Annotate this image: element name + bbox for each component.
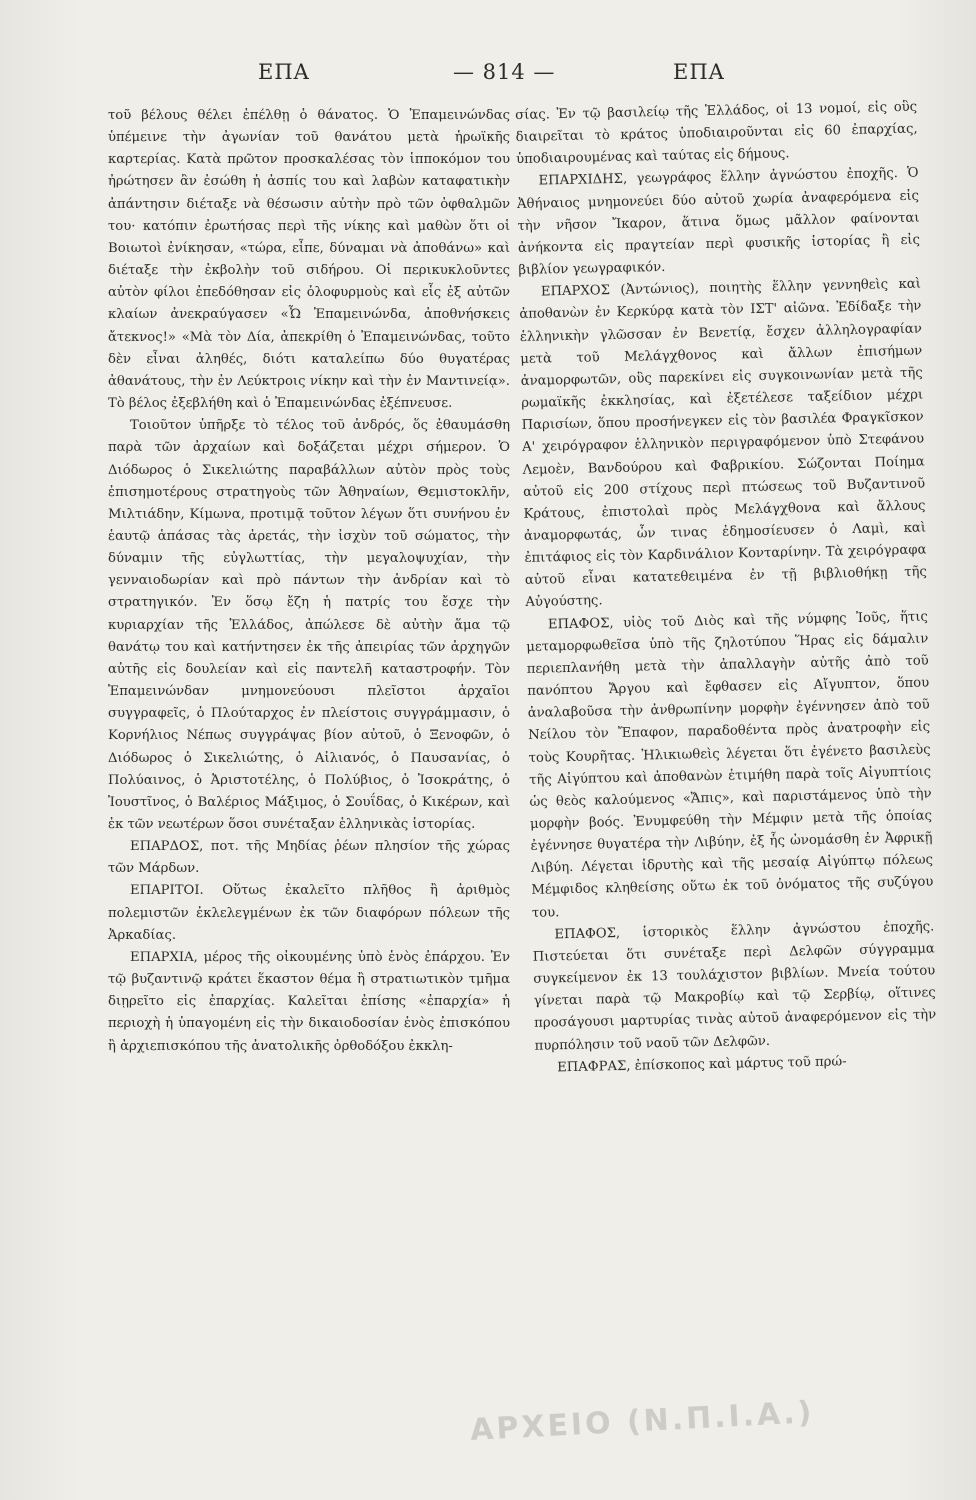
entry-eparchos: ΕΠΑΡΧΟΣ (Ἀντώνιος), ποιητὴς ἕλλην γεννηθεὶς καὶ ἀποθανὼν ἐν Κερκύρᾳ κατὰ τὸν ΙΣΤ' αἰῶνα. Ἐδίδαξε τὴν ἑλληνικὴν γλῶσσαν ἐν Βενετίᾳ, ἔσχεν ἀλληλογραφίαν μετὰ τοῦ Μελάγχθονος καὶ ἄλλων ἐπισήμων ἀναμορφωτῶν, οὓς παρεκίνει εἰς συγκοινωνίαν μετὰ τῆς ρωμαϊκῆς ἐκκλησίας, καὶ ἐξετέλεσε ταξείδιον μέχρι Παρισίων, ὅπου προσήνεγκεν εἰς τὸν βασιλέα Φραγκῖσκον Α' χειρόγραφον ἑλληνικὸν περιγραφόμενον ὑπὸ Στεφάνου Λεμοὲν, Βανδούρου καὶ Φαβρικίου. Σώζονται Ποίημα αὐτοῦ εἰς 200 στίχους περὶ πτώσεως τοῦ Βυζαντινοῦ Κράτους, ἐπιστολαὶ πρὸς Μελάγχθονα καὶ ἄλλους ἀναμορφωτάς, ὧν τινας ἐδημοσίευσεν ὁ Λαμὶ, καὶ ἐπιτάφιος εἰς τὸν Καρδινάλιον Κονταρίνην. Τὰ χειρόγραφα αὐτοῦ εἶναι κατατεθειμένα ἐν τῇ βιβλιοθήκῃ τῆς Αὐγούστης. — [519, 276, 928, 611]
entry-eparchia: ΕΠΑΡΧΙΑ, μέρος τῆς οἰκουμένης ὑπὸ ἑνὸς ἐπάρχου. Ἐν τῷ βυζαντινῷ κράτει ἕκαστον θέμα ἢ στρατιωτικὸν τμῆμα διῃρεῖτο εἰς ἐπαρχίας. Καλεῖται ἐπίσης «ἐπαρχία» ἡ περιοχὴ ἡ ὑπαγομένη εἰς τὴν δικαιοδοσίαν ἑνὸς ἐπισκόπου ἢ ἀρχιεπισκόπου τῆς ἀνατολικῆς ὀρθοδόξου ἐκκλη- — [108, 949, 510, 1054]
running-header — [108, 60, 868, 100]
archive-watermark: ΑΡΧΕΙΟ (Ν.Π.Ι.Α.) — [469, 1395, 816, 1448]
right-column — [515, 97, 937, 1080]
entry-eparitoi: ΕΠΑΡΙΤΟΙ. Οὕτως ἐκαλεῖτο πλῆθος ἢ ἀριθμὸς πολεμιστῶν ἐκλελεγμένων ἐκ τῶν διαφόρων πόλεων τῆς Ἀρκαδίας. — [108, 883, 510, 943]
paragraph-epaminondas-legacy: Τοιοῦτον ὑπῆρξε τὸ τέλος τοῦ ἀνδρός, ὅς ἐθαυμάσθη παρὰ τῶν ἀρχαίων καὶ δοξάζεται μέχρι σήμερον. Ὁ Διόδωρος ὁ Σικελιώτης παραβάλλων αὐτὸν πρὸς τοὺς ἐπισημοτέρους στρατηγοὺς τῶν Ἀθηναίων, Θεμιστοκλῆν, Μιλτιάδην, Κίμωνα, προτιμᾷ τοῦτον λέγων ὅτι συνήνου ἐν ἑαυτῷ ἁπάσας τὰς ἀρετάς, τὴν ἰσχὺν τοῦ σώματος, τὴν δύναμιν τῆς εὐγλωττίας, τὴν μεγαλοψυχίαν, τὴν γενναιοδωρίαν καὶ πρὸ πάντων τὴν ἀνδρίαν καὶ τὸ στρατηγικόν. Ἐν ὅσῳ ἔζη ἡ πατρίς του ἔσχε τὴν κυριαρχίαν τῆς Ἑλλάδος, ἀπώλεσε δὲ αὐτὴν ἅμα τῷ θανάτῳ του καὶ κατήντησεν ἐκ τῆς ἀπειρίας τῶν ἀρχηγῶν αὐτῆς εἰς δουλείαν καὶ εἰς παντελῆ καταστροφήν. Τὸν Ἐπαμεινώνδαν μνημονεύουσι πλεῖστοι ἀρχαῖοι συγγραφεῖς, ὁ Πλούταρχος ἐν πλείστοις συγγράμμασιν, ὁ Κορνήλιος Νέπως συγγράψας βίον αὐτοῦ, ὁ Ξενοφῶν, ὁ Διόδωρος ὁ Σικελιώτης, ὁ Αἰλιανός, ὁ Παυσανίας, ὁ Πολύαινος, ὁ Ἀριστοτέλης, ὁ Πολύβιος, ὁ Ἰσοκράτης, ὁ Ἰουστῖνος, ὁ Βαλέριος Μάξιμος, ὁ Σουΐδας, ὁ Κικέρων, καὶ ἐκ τῶν νεωτέρων ὅσοι συνέταξαν ἑλληνικὰς ἱστορίας. — [108, 418, 510, 832]
entry-epardos: ΕΠΑΡΔΟΣ, ποτ. τῆς Μηδίας ῥέων πλησίον τῆς χώρας τῶν Μάρδων. — [108, 839, 510, 877]
left-column — [108, 105, 510, 1058]
page-number: — 814 — — [453, 60, 556, 84]
entry-epafos-mythological: ΕΠΑΦΟΣ, υἱὸς τοῦ Διὸς καὶ τῆς νύμφης Ἰοῦς, ἥτις μεταμορφωθεῖσα ὑπὸ τῆς ζηλοτύπου Ἥρας εἰς δάμαλιν περιεπλανήθη μετὰ τὴν ἀπαλλαγὴν αὐτῆς ἀπὸ τοῦ πανόπτου Ἄργου καὶ ἔφθασεν εἰς Αἴγυπτον, ὅπου ἀναλαβοῦσα τὴν ἀνθρωπίνην μορφὴν ἐγέννησεν ἀπὸ τοῦ Νείλου τὸν Ἔπαφον, παραδοθέντα πρὸς ἀνατροφὴν εἰς τοὺς Κουρῆτας. Ἡλικιωθεὶς λέγεται ὅτι ἐγένετο βασιλεὺς τῆς Αἰγύπτου καὶ ἀποθανὼν ἐτιμήθη παρὰ τοῖς Αἰγυπτίοις ὡς θεὸς καλούμενος «Ἄπις», καὶ παριστάμενος ὑπὸ τὴν μορφὴν βοός. Ἐνυμφεύθη τὴν Μέμφιν μετὰ τῆς ὁποίας ἐγέννησε θυγατέρα τὴν Λιβύην, ἐξ ἧς ὠνομάσθη ἐν Ἀφρικῇ Λιβύη. Λέγεται ἱδρυτὴς καὶ τῆς μεσαίᾳ Αἰγύπτῳ πόλεως Μέμφιδος κληθείσης οὕτω ἐκ τοῦ ὀνόματος τῆς συζύγου του. — [526, 609, 934, 921]
header-left-keyword: ΕΠΑ — [258, 60, 310, 84]
header-right-keyword: ΕΠΑ — [673, 60, 725, 84]
paragraph-epaminondas-death: τοῦ βέλους θέλει ἐπέλθῃ ὁ θάνατος. Ὁ Ἐπαμεινώνδας ὑπέμεινε τὴν ἀγωνίαν τοῦ θανάτου μετὰ ἡρωϊκῆς καρτερίας. Κατὰ πρῶτον προσκαλέσας τὸν ἱπποκόμον του ἠρώτησεν ἂν ἐσώθη ἡ ἀσπίς του καὶ λαβὼν καταφατικὴν ἀπάντησιν διέταξε νὰ θέσωσιν αὐτὴν πρὸ τῶν ὀφθαλμῶν του· κατόπιν ἐρωτήσας περὶ τῆς νίκης καὶ μαθὼν ὅτι οἱ Βοιωτοὶ ἐνίκησαν, «τώρα, εἶπε, δύναμαι νὰ ἀποθάνω» καὶ διέταξε τὴν ἐκβολὴν τοῦ σιδήρου. Οἱ περικυκλοῦντες αὐτὸν φίλοι ἐπεδόθησαν εἰς ὀλοφυρμοὺς καὶ εἷς ἐξ αὐτῶν κλαίων ἀνεκραύγασεν «Ὦ Ἐπαμεινώνδα, ἀποθνήσκεις ἄτεκνος!» «Μὰ τὸν Δία, ἀπεκρίθη ὁ Ἐπαμεινώνδας, τοῦτο δὲν εἶναι ἀληθές, διότι καταλείπω δύο θυγατέρας ἀθανάτους, τὴν ἐν Λεύκτροις νίκην καὶ τὴν ἐν Μαντινείᾳ». Τὸ βέλος ἐξεβλήθη καὶ ὁ Ἐπαμεινώνδας ἐξέπνευσε. — [108, 108, 510, 412]
entry-epafos-historian: ΕΠΑΦΟΣ, ἱστορικὸς ἕλλην ἀγνώστου ἐποχῆς. Πιστεύεται ὅτι συνέταξε περὶ Δελφῶν σύγγραμμα συγκείμενον ἐκ 13 τουλάχιστον βιβλίων. Μνεία τούτου γίνεται παρὰ τῷ Μακροβίῳ καὶ τῷ Σερβίῳ, οἵτινες προσάγουσι μαρτυρίας τινὰς αὐτοῦ ἀναφερόμενον εἰς τὴν πυρπόλησιν τοῦ ναοῦ τῶν Δελφῶν. — [532, 919, 937, 1054]
entry-eparchia-continued: σίας. Ἐν τῷ βασιλείῳ τῆς Ἑλλάδος, οἱ 13 νομοί, εἰς οὓς διαιρεῖται τὸ κράτος ὑποδιαιροῦνται εἰς 60 ἐπαρχίας, ὑποδιαιρουμένας καὶ ταύτας εἰς δήμους. — [515, 99, 918, 168]
entry-epafras: ΕΠΑΦΡΑΣ, ἐπίσκοπος καὶ μάρτυς τοῦ πρώ- — [557, 1053, 847, 1076]
entry-eparchides: ΕΠΑΡΧΙΔΗΣ, γεωγράφος ἕλλην ἀγνώστου ἐποχῆς. Ὁ Ἀθήναιος μνημονεύει δύο αὐτοῦ χωρία ἀναφερόμενα εἰς τὴν νῆσον Ἴκαρον, ἅτινα ὅμως μᾶλλον φαίνονται ἀνήκοντα εἰς πραγτείαν περὶ φυσικῆς ἱστορίας ἢ εἰς βιβλίον γεωγραφικόν. — [516, 166, 921, 279]
